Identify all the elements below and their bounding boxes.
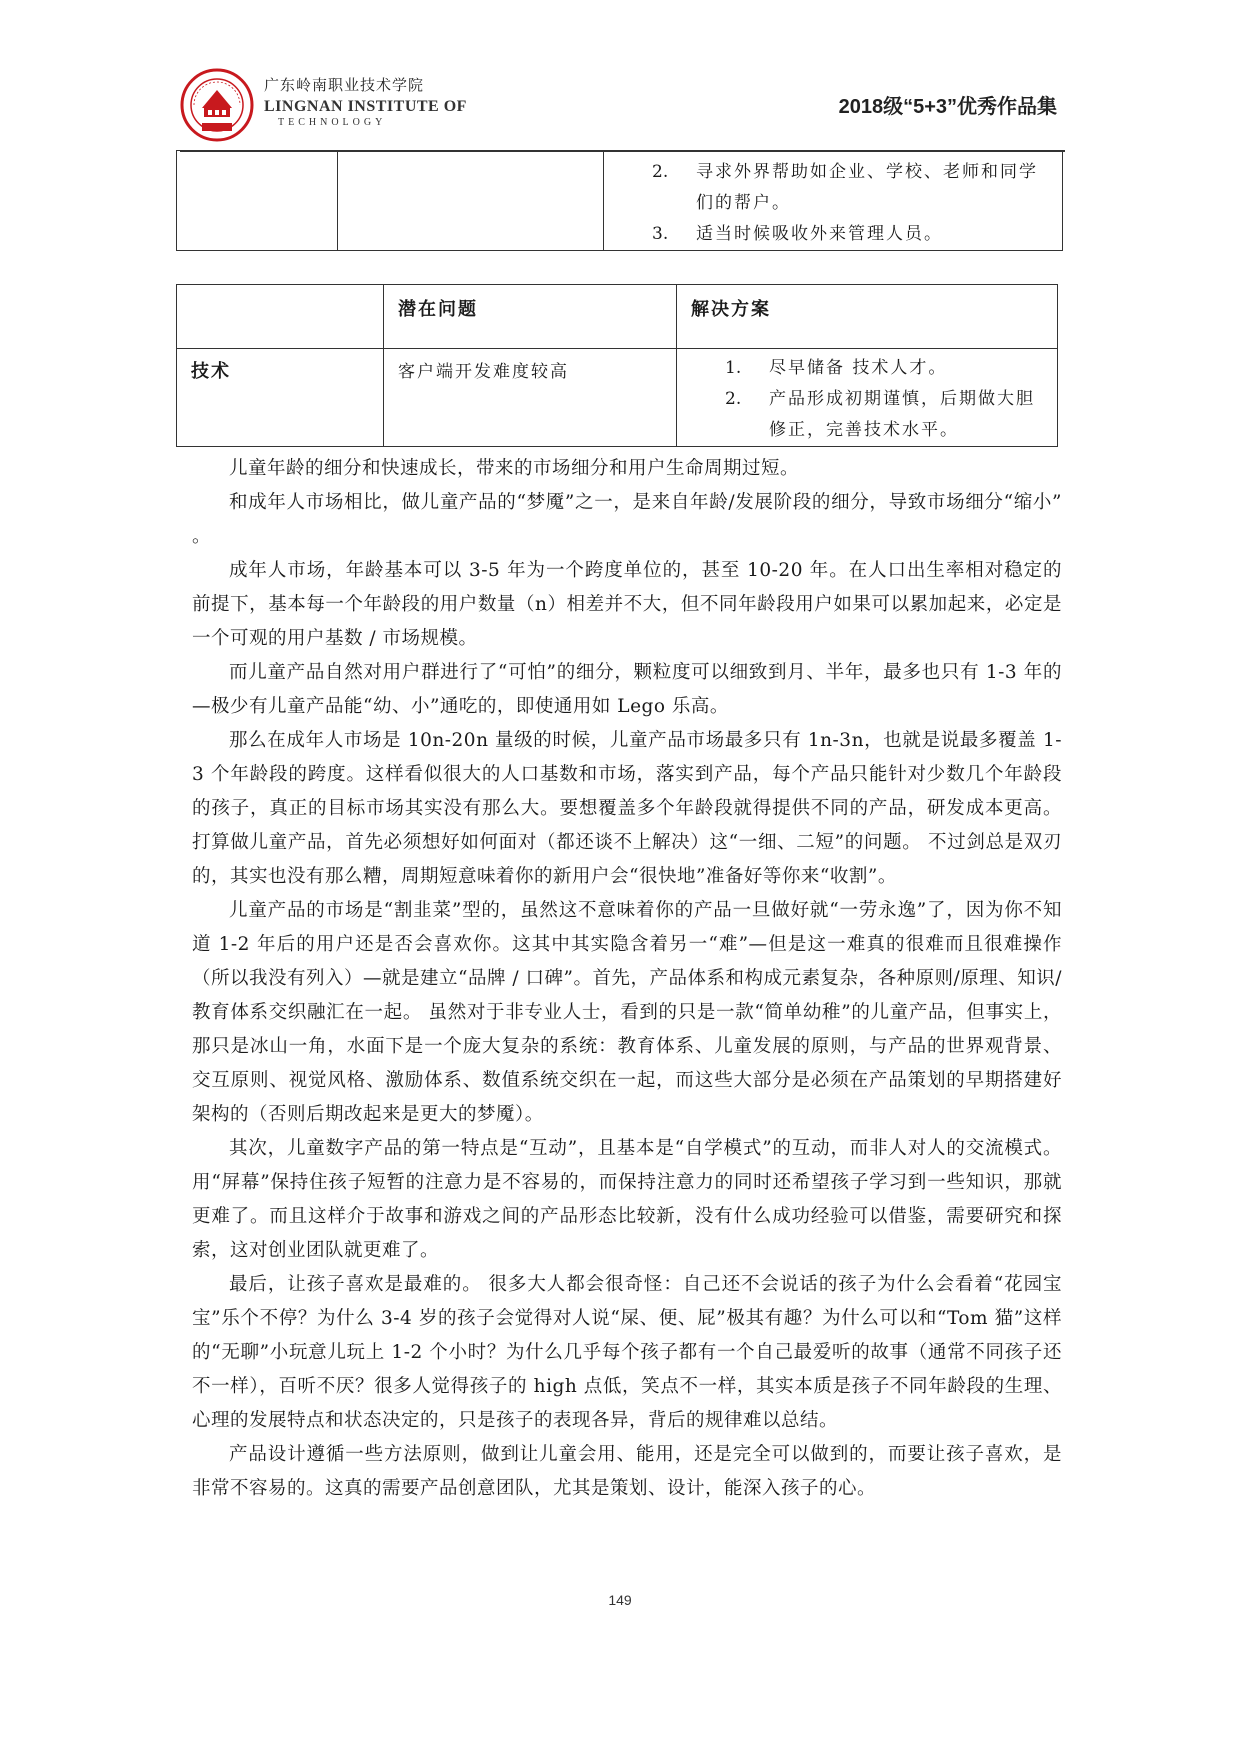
table-cell-solutions (604, 151, 1063, 251)
table-header-cell (177, 285, 384, 349)
paragraph: 儿童年龄的细分和快速成长，带来的市场细分和用户生命周期过短。 (229, 458, 800, 479)
lingnan-logo-icon (180, 68, 254, 142)
table-row (177, 349, 1058, 447)
paragraph: 儿童产品的市场是“割韭菜”型的，虽然这不意味着你的产品一旦做好就“一劳永逸”了，因为你不知道 1-2 年后的用户还是否会喜欢你。这其中其实隐含着另一“难”—但是这一难真的很难而且很难操作（所以我没有列入）—就是建立“品牌 / 口碑”。首先，产品体系和构成元素复杂，各种原则/原理、知识/教育体系交织融汇在一起。 虽然对于非专业人士，看到的只是一款“简单幼稚”的儿童产品，但事实上，那只是冰山一角，水面下是一个庞大复杂的系统：教育体系、儿童发展的原则，与产品的世界观背景、交互原则、视觉风格、激励体系、数值系统交织在一起，而这些大部分是必须在产品策划的早期搭建好架构的（否则后期改起来是更大的梦魇）。 (192, 900, 1062, 1125)
list-item: 1. 尽早储备 技术人才。 (725, 358, 948, 378)
table-cell-empty (338, 151, 604, 251)
table-header-cell: 解决方案 (677, 285, 1058, 349)
paragraph: 其次，儿童数字产品的第一特点是“互动”，且基本是“自学模式”的互动，而非人对人的交流模式。 用“屏幕”保持住孩子短暂的注意力是不容易的，而保持注意力的同时还希望孩子学习到一些知识，那就更难了。而且这样介于故事和游戏之间的产品形态比较新，没有什么成功经验可以借鉴，需要研究和探索，这对创业团队就更难了。 (192, 1138, 1062, 1261)
list-item: 3. 适当时候吸收外来管理人员。 (652, 224, 943, 244)
paragraph: 最后，让孩子喜欢是最难的。 很多大人都会很奇怪：自己还不会说话的孩子为什么会看着“花园宝宝”乐个不停？为什么 3-4 岁的孩子会觉得对人说“屎、便、屁”极其有趣？为什么可以和“Tom 猫”这样的“无聊”小玩意儿玩上 1-2 个小时？为什么几乎每个孩子都有一个自己最爱听的故事（通常不同孩子还不一样），百听不厌？很多人觉得孩子的 high 点低，笑点不一样，其实本质是孩子不同年龄段的生理、心理的发展特点和状态决定的，只是孩子的表现各异，背后的规律难以总结。 (192, 1274, 1062, 1431)
table-continuation (176, 150, 1063, 251)
body-text (192, 452, 1062, 1506)
table-problems-solutions (176, 284, 1058, 447)
list-item: 2. 寻求外界帮助如企业、学校、老师和同学们的帮户。 (652, 162, 1038, 213)
institution-name-en: LINGNAN INSTITUTE OF (264, 98, 467, 115)
paragraph: 那么在成年人市场是 10n-20n 量级的时候，儿童产品市场最多只有 1n-3n，也就是说最多覆盖 1-3 个年龄段的跨度。这样看似很大的人口基数和市场，落实到产品，每个产品只能针对少数几个年龄段的孩子，真正的目标市场其实没有那么大。要想覆盖多个年龄段就得提供不同的产品，研发成本更高。打算做儿童产品，首先必须想好如何面对（都还谈不上解决）这“一细、二短”的问题。 不过剑总是双刃的，其实也没有那么糟，周期短意味着你的新用户会“很快地”准备好等你来“收割”。 (192, 730, 1062, 887)
table-cell-empty (177, 151, 338, 251)
page-header (180, 56, 1065, 152)
page-number: 149 (608, 1592, 632, 1608)
paragraph: 和成年人市场相比，做儿童产品的“梦魇”之一，是来自年龄/发展阶段的细分，导致市场细分“缩小” 。 (192, 492, 1062, 547)
table-header-cell: 潜在问题 (384, 285, 677, 349)
paragraph: 产品设计遵循一些方法原则，做到让儿童会用、能用，还是完全可以做到的，而要让孩子喜欢，是非常不容易的。这真的需要产品创意团队，尤其是策划、设计，能深入孩子的心。 (192, 1444, 1062, 1499)
table-header-row (177, 285, 1058, 349)
paragraph: 而儿童产品自然对用户群进行了“可怕”的细分，颗粒度可以细致到月、半年，最多也只有 1-3 年的—极少有儿童产品能“幼、小”通吃的，即使通用如 Lego 乐高。 (192, 662, 1062, 717)
paragraph: 成年人市场，年龄基本可以 3-5 年为一个跨度单位的，甚至 10-20 年。在人口出生率相对稳定的前提下，基本每一个年龄段的用户数量（n）相差并不大，但不同年龄段用户如果可以累加起来，必定是一个可观的用户基数 / 市场规模。 (192, 560, 1062, 649)
table-cell-problem: 客户端开发难度较高 (384, 349, 677, 447)
table-cell-category: 技术 (177, 349, 384, 447)
list-item: 2. 产品形成初期谨慎，后期做大胆修正，完善技术水平。 (725, 389, 1035, 440)
institution-name-en-line2: TECHNOLOGY (278, 117, 387, 128)
table-cell-solutions (677, 349, 1058, 447)
institution-name-cn: 广东岭南职业技术学院 (264, 76, 425, 94)
collection-title: 2018级“5+3”优秀作品集 (838, 96, 1057, 118)
